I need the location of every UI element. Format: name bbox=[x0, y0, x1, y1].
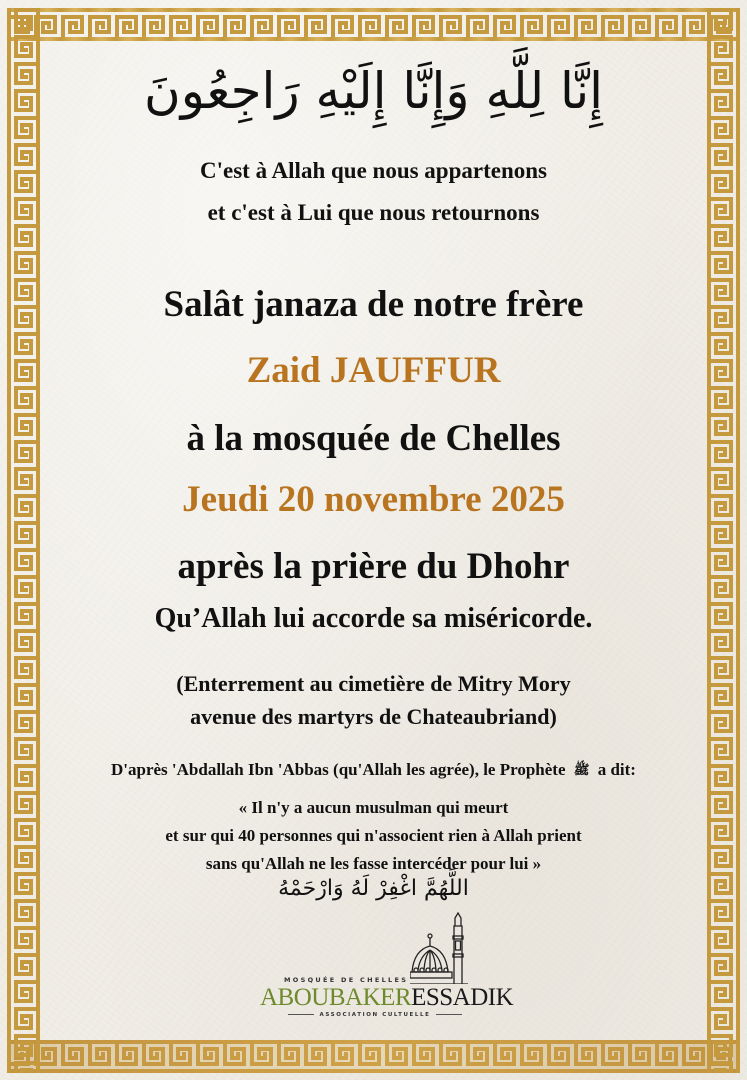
logo-name-green: ABOUBAKER bbox=[260, 984, 412, 1011]
announcement-time: après la prière du Dhohr bbox=[177, 546, 570, 587]
greek-key-border-left bbox=[7, 8, 40, 1073]
logo-name-dark: ESSADIK bbox=[411, 984, 514, 1011]
hadith-quote-line-3: sans qu'Allah ne les fasse intercéder pour lui » bbox=[205, 854, 542, 873]
mosque-logo bbox=[260, 912, 514, 1022]
deceased-name: Zaid JAUFFUR bbox=[246, 350, 501, 391]
translation-line-2: et c'est à Lui que nous retournons bbox=[207, 200, 540, 225]
announcement-heading: Salât janaza de notre frère bbox=[163, 284, 584, 325]
hadith-quote-line-1: « Il n'y a aucun musulman qui meurt bbox=[238, 798, 509, 817]
translation-line-1: C'est à Allah que nous appartenons bbox=[200, 158, 547, 183]
logo-top-text: MOSQUÉE DE CHELLES bbox=[284, 976, 409, 984]
greek-key-border-right bbox=[707, 8, 740, 1073]
logo-name bbox=[260, 984, 514, 1011]
arabic-title-istirja: إِنَّا لِلَّهِ وَإِنَّا إِلَيْهِ رَاجِعُونَ bbox=[143, 62, 604, 120]
announcement-date: Jeudi 20 novembre 2025 bbox=[182, 479, 565, 520]
announcement-location: à la mosquée de Chelles bbox=[186, 418, 561, 459]
hadith-intro-end: a dit: bbox=[597, 760, 636, 779]
salawat-honorific-icon: ﷺ bbox=[573, 762, 590, 778]
burial-info-line-2: avenue des martyrs de Chateaubriand) bbox=[190, 704, 557, 729]
arabic-dua: اللَّهُمَّ اغْفِرْ لَهُ وَارْحَمْهُ bbox=[278, 876, 469, 901]
hadith-intro-text: D'après 'Abdallah Ibn 'Abbas (qu'Allah les agrée), le Prophète bbox=[111, 760, 566, 779]
hadith-quote-line-2: et sur qui 40 personnes qui n'associent rien à Allah prient bbox=[165, 826, 582, 845]
hadith-intro bbox=[40, 760, 707, 781]
mosque-dome-minaret-icon bbox=[410, 912, 470, 984]
logo-subtitle: ASSOCIATION CULTUELLE bbox=[260, 1012, 490, 1018]
burial-info-line-1: (Enterrement au cimetière de Mitry Mory bbox=[176, 671, 571, 696]
mercy-prayer: Qu’Allah lui accorde sa miséricorde. bbox=[154, 603, 593, 634]
